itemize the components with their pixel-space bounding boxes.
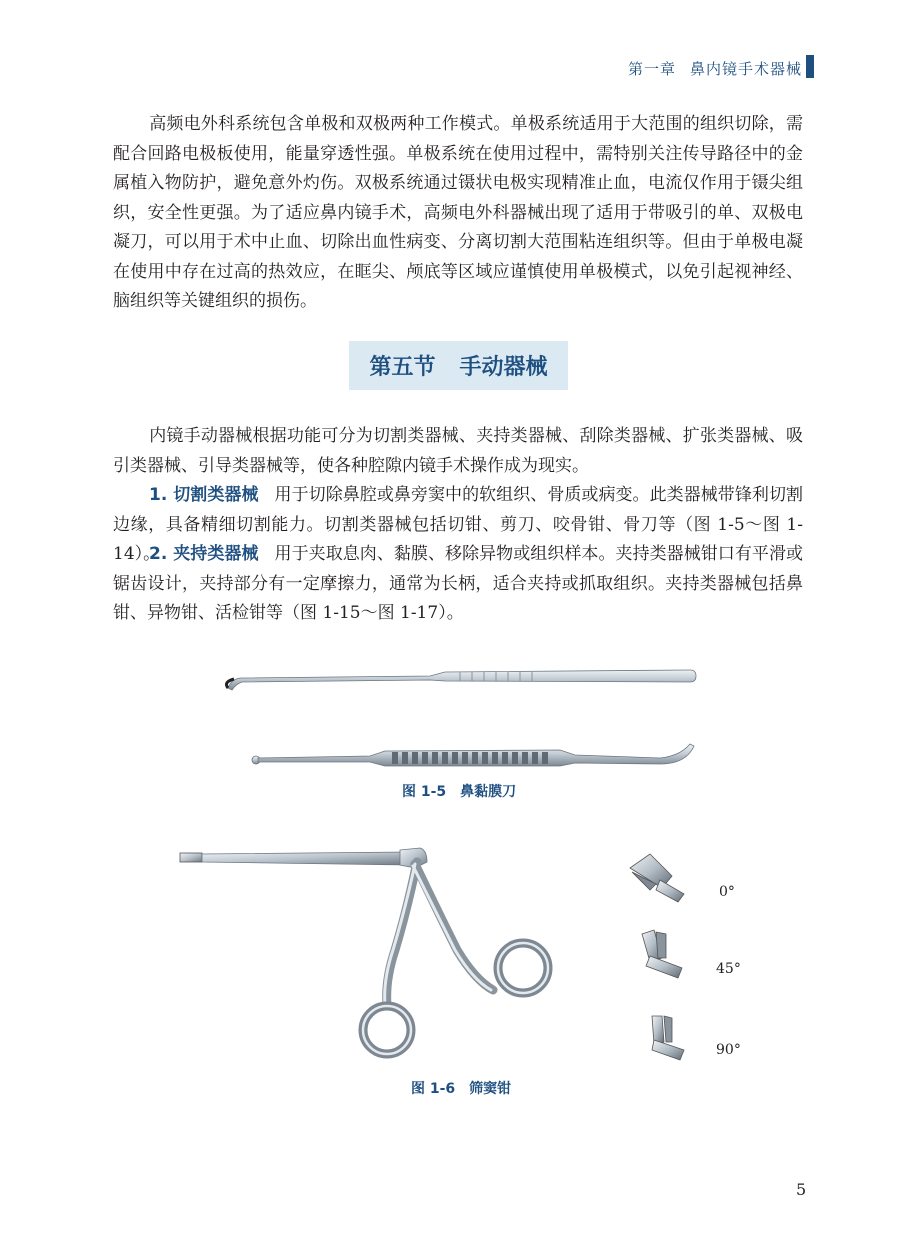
angle-label-0: 0° xyxy=(719,884,735,900)
paragraph-electrosurgery xyxy=(113,110,803,317)
item-heading: 2. 夹持类器械 xyxy=(149,544,259,564)
section-name: 手动器械 xyxy=(459,355,548,380)
page-number: 5 xyxy=(796,1180,807,1199)
figure-mucosa-knives xyxy=(220,660,700,775)
forceps-shaft xyxy=(180,848,427,868)
chapter-number: 第一章 xyxy=(627,60,676,78)
paragraph-text: 用于夹取息肉、黏膜、移除异物或组织样本。夹持类器械钳口有平滑或锯齿设计，夹持部分有一定摩擦力，通常为长柄，适合夹持或抓取组织。夹持类器械包括鼻钳、异物钳、活检钳等（图 1-15～图 1-17）。 xyxy=(113,544,803,623)
figure-title: 鼻黏膜刀 xyxy=(460,784,517,800)
running-header xyxy=(628,58,802,79)
mucosa-knife-lower xyxy=(252,744,694,766)
paragraph-text: 用于切除鼻腔或鼻旁窦中的软组织、骨质或病变。此类器械带锋利切割边缘，具备精细切割能力。切割类器械包括切钳、剪刀、咬骨钳、骨刀等（图 1-5～图 1-14）。 xyxy=(113,485,803,564)
figure-ethmoid-forceps xyxy=(175,840,555,1070)
paragraph-grasping-instruments xyxy=(113,540,803,629)
tip-90-degree xyxy=(652,1016,684,1060)
figure-caption-1-5 xyxy=(402,781,516,801)
paragraph-text: 高频电外科系统包含单极和双极两种工作模式。单极系统适用于大范围的组织切除，需配合回路电极板使用，能量穿透性强。单极系统在使用过程中，需特别关注传导路径中的金属植入物防护，避免意外灼伤。双极系统通过镊状电极实现精准止血，电流仅作用于镊尖组织，安全性更强。为了适应鼻内镜手术，高频电外科器械出现了适用于带吸引的单、双极电凝刀，可以用于术中止血、切除出血性病变、分离切割大范围粘连组织等。但由于单极电凝在使用中存在过高的热效应，在眶尖、颅底等区域应谨慎使用单极模式，以免引起视神经、脑组织等关键组织的损伤。 xyxy=(113,114,803,311)
section-number: 第五节 xyxy=(369,355,436,380)
item-heading: 1. 切割类器械 xyxy=(149,485,259,505)
chapter-title: 鼻内镜手术器械 xyxy=(689,60,802,78)
figure-label: 图 1-6 xyxy=(411,1081,456,1097)
mucosa-knife-upper xyxy=(226,670,696,690)
forceps-handles xyxy=(387,862,493,1005)
tip-0-degree xyxy=(630,854,684,902)
paragraph-text: 内镜手动器械根据功能可分为切割类器械、夹持类器械、刮除类器械、扩张类器械、吸引类器械、引导类器械等，使各种腔隙内镜手术操作成为现实。 xyxy=(113,426,803,476)
angle-label-90: 90° xyxy=(716,1042,741,1058)
tip-45-degree xyxy=(642,930,682,978)
angle-label-45: 45° xyxy=(716,961,741,977)
section-title xyxy=(349,341,568,390)
paragraph-intro xyxy=(113,422,803,481)
forceps-tip-angles xyxy=(620,850,720,1070)
figure-title: 筛窦钳 xyxy=(469,1081,512,1097)
figure-caption-1-6 xyxy=(411,1078,511,1098)
figure-label: 图 1-5 xyxy=(402,784,447,800)
header-bar xyxy=(806,55,814,78)
